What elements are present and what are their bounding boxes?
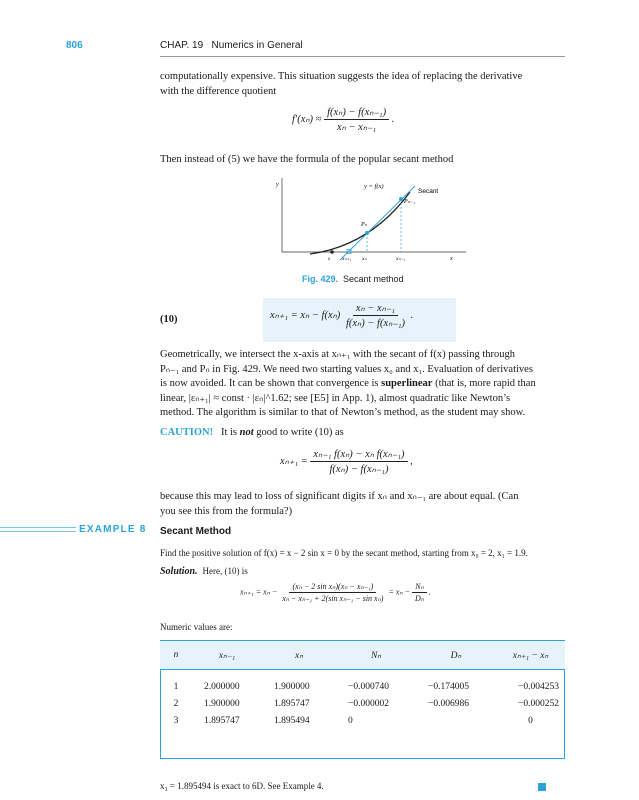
col-header-Dn: Dₙ <box>416 641 496 670</box>
example-footer: x₃ = 1.895494 is exact to 6D. See Example 4. <box>160 781 324 791</box>
end-of-example-icon <box>538 783 546 791</box>
running-header <box>160 40 303 51</box>
label-xnm1: xₙ₋₁ <box>396 256 406 262</box>
cell-diff: −0.000252 <box>518 698 559 709</box>
geom-line-5: method. The algorithm is similar to that of Newton’s method, as the student may show. <box>160 407 526 418</box>
caution-text-a: It is <box>220 427 240 438</box>
caution-text-c: good to write (10) as <box>253 427 344 438</box>
bad-eq-lhs: xₙ₊₁ = <box>280 455 308 467</box>
label-pnm1: Pₙ₋₁ <box>404 199 416 205</box>
because-line-2: you see this from the formula?) <box>160 505 293 517</box>
page-number: 806 <box>66 40 83 51</box>
cell-xnm1: 1.895747 <box>204 715 240 726</box>
label-y: y <box>276 182 279 188</box>
table-header-row <box>160 641 565 670</box>
caution-not: not <box>239 427 254 438</box>
ex-eq-numerator-2: Nₙ <box>412 582 427 593</box>
cell-Nn: −0.000740 <box>348 681 389 692</box>
example-equation <box>240 582 431 603</box>
table-row <box>160 695 565 712</box>
solution-text: Here, (10) is <box>202 566 248 576</box>
cell-Dn: −0.174005 <box>428 681 469 692</box>
cell-Dn <box>416 712 496 729</box>
intro-paragraph <box>160 70 565 99</box>
geom-line-2: Pₙ₋₁ and Pₙ in Fig. 429. We need two starting values x₀ and x₁. Evaluation of derivatives <box>160 363 533 375</box>
equation-10-label: (10) <box>160 314 178 325</box>
ex-eq-denominator-2: Dₙ <box>414 594 424 603</box>
label-s: s <box>328 256 331 262</box>
chapter-title: Numerics in General <box>211 40 303 51</box>
label-xn: xₙ <box>362 256 367 262</box>
cell-diff: −0.004253 <box>518 681 559 692</box>
label-x: x <box>450 256 453 262</box>
eq10-denominator: f(xₙ) − f(xₙ₋₁) <box>345 318 405 329</box>
label-pn: Pₙ <box>361 222 368 228</box>
ex-eq-lhs: xₙ₊₁ = xₙ − <box>240 587 278 597</box>
label-xnp1: xₙ₊₁ <box>342 256 352 262</box>
figure-caption-label: Fig. 429. <box>302 274 339 284</box>
superlinear-term: superlinear <box>381 378 433 389</box>
cell-Nn: 0 <box>348 715 353 726</box>
bad-eq-denominator: f(xₙ) − f(xₙ₋₁) <box>329 464 389 475</box>
cell-xn: 1.895494 <box>274 715 310 726</box>
solution-label: Solution. <box>160 566 198 577</box>
dq-end: . <box>391 113 395 125</box>
example-problem: Find the positive solution of f(x) = x − 2 sin x = 0 by the secant method, starting from x₀ = 2, x₁ = 1.9. <box>160 548 528 558</box>
caution-label: CAUTION! <box>160 427 214 438</box>
geom-line-3c: (that is, more rapid than <box>432 378 536 389</box>
cell-Nn: −0.000002 <box>348 698 389 709</box>
bad-formula-equation <box>280 448 413 475</box>
intro-line-2: with the difference quotient <box>160 85 277 97</box>
caution-line <box>160 426 565 441</box>
secant-method-figure <box>270 176 470 268</box>
eq10-end: . <box>410 309 414 321</box>
cell-diff: 0 <box>528 715 533 726</box>
geometric-paragraph <box>160 348 565 421</box>
eq10-lhs: xₙ₊₁ = xₙ − f(xₙ) <box>270 309 341 321</box>
col-header-n: n <box>160 641 192 670</box>
solution-line <box>160 566 248 577</box>
cell-xn: 1.895747 <box>274 698 310 709</box>
geom-line-1: Geometrically, we intersect the x-axis at xₙ₊₁ with the secant of f(x) passing through <box>160 349 516 360</box>
table-row <box>160 712 565 729</box>
root-point-s <box>330 250 334 254</box>
curve-f <box>310 192 410 254</box>
point-pnm1 <box>399 197 403 201</box>
header-rule <box>160 56 565 57</box>
col-header-xnm1: xₙ₋₁ <box>192 641 262 670</box>
figure-caption-text: Secant method <box>343 274 404 284</box>
col-header-diff: xₙ₊₁ − xₙ <box>496 641 565 670</box>
cell-xn: 1.900000 <box>274 681 310 692</box>
geom-line-4: linear, |εₙ₊₁| ≈ const · |εₙ|^1.62; see [E5] in App. 1), almost quadratic like Newton’s <box>160 392 511 404</box>
ex-eq-mid: = xₙ − <box>388 587 410 597</box>
ex-eq-end: . <box>428 587 431 597</box>
secant-line <box>340 186 415 260</box>
cell-xnm1: 2.000000 <box>204 681 240 692</box>
ex-eq-numerator: (xₙ − 2 sin xₙ)(xₙ − xₙ₋₁) <box>289 582 376 593</box>
numeric-values-label: Numeric values are: <box>160 622 233 632</box>
point-pn <box>365 231 369 235</box>
eq10-numerator: xₙ − xₙ₋₁ <box>353 302 398 316</box>
label-curve: y = f(x) <box>364 183 384 190</box>
ex-eq-denominator: xₙ − xₙ₋₁ + 2(sin xₙ₋₁ − sin xₙ) <box>282 594 384 603</box>
cell-n: 2 <box>173 698 179 709</box>
intro-line-1: computationally expensive. This situation suggests the idea of replacing the derivative <box>160 71 523 82</box>
example-label: EXAMPLE 8 <box>76 524 149 535</box>
figure-caption <box>302 274 404 284</box>
example-title: Secant Method <box>160 526 232 537</box>
because-line-1: because this may lead to loss of significant digits if xₙ and xₙ₋₁ are about equal. (Can <box>160 491 519 502</box>
col-header-xn: xₙ <box>262 641 336 670</box>
geom-line-3a: is now avoided. It can be shown that convergence is <box>160 378 382 389</box>
cell-n: 1 <box>173 681 179 692</box>
chapter-number: CHAP. 19 <box>160 40 204 51</box>
dq-denominator: xₙ − xₙ₋₁ <box>336 122 377 133</box>
cell-Dn: −0.006986 <box>428 698 469 709</box>
cell-n: 3 <box>173 715 179 726</box>
difference-quotient-equation <box>292 106 394 133</box>
bad-eq-numerator: xₙ₋₁ f(xₙ) − xₙ f(xₙ₋₁) <box>310 448 407 462</box>
col-header-Nn: Nₙ <box>336 641 416 670</box>
label-secant: Secant <box>418 188 439 195</box>
equation-10 <box>270 302 413 329</box>
geom-line-3 <box>160 377 565 392</box>
dq-lhs: f′(xₙ) ≈ <box>292 113 322 125</box>
dq-numerator: f(xₙ) − f(xₙ₋₁) <box>324 106 389 120</box>
bad-eq-end: , <box>410 455 413 467</box>
then-text: Then instead of (5) we have the formula of the popular secant method <box>160 154 454 165</box>
table-row <box>160 678 565 695</box>
numeric-values-table <box>160 640 565 729</box>
because-paragraph <box>160 490 565 519</box>
cell-xnm1: 1.900000 <box>204 698 240 709</box>
